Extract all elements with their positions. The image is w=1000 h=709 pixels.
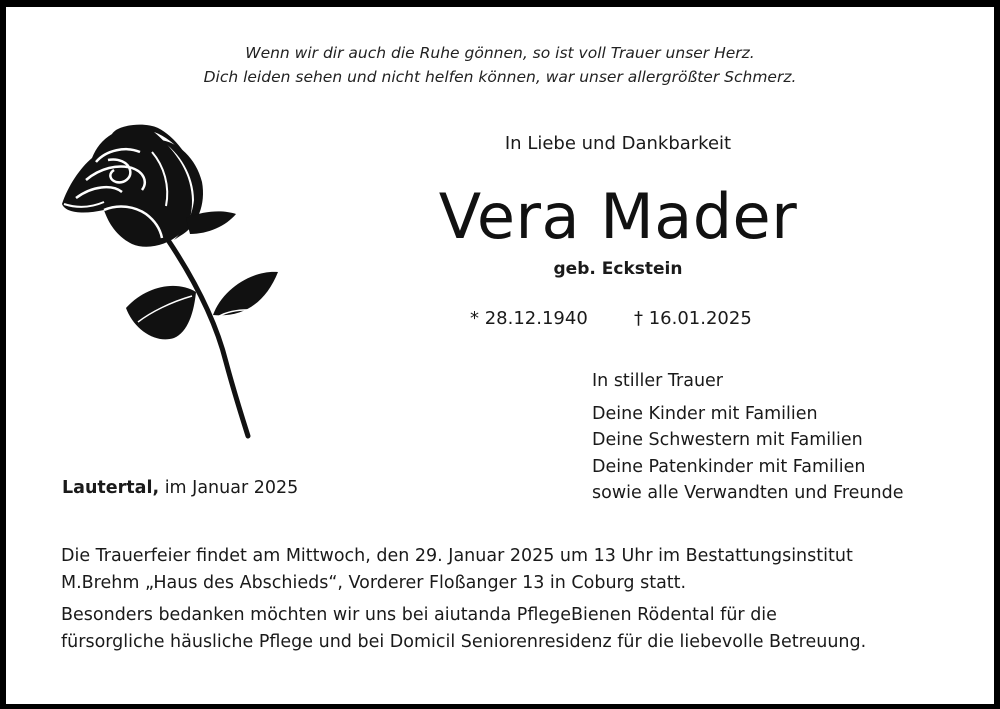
- mourners-heading: In stiller Trauer: [592, 371, 723, 391]
- footer-text: [61, 543, 961, 661]
- maiden-name: geb. Eckstein: [553, 259, 683, 279]
- mourner-line: Deine Kinder mit Familien: [592, 403, 818, 424]
- mourner-line: Deine Schwestern mit Familien: [592, 430, 863, 450]
- poem-line-2: Dich leiden sehen und nicht helfen können, war unser allergrößter Schmerz.: [203, 68, 797, 86]
- place-month: im Januar 2025: [164, 478, 299, 498]
- thanks-info: [61, 602, 961, 656]
- place-town: Lautertal,: [62, 478, 160, 498]
- service-line-1: Die Trauerfeier findet am Mittwoch, den 29. Januar 2025 um 13 Uhr im Bestattungsinstitut: [61, 546, 853, 566]
- thanks-line-1: Besonders bedanken möchten wir uns bei aiutanda PflegeBienen Rödental für die: [61, 605, 777, 625]
- mourners-block: [592, 368, 903, 507]
- service-line-2: M.Brehm „Haus des Abschieds“, Vorderer Floßanger 13 in Coburg statt.: [61, 573, 687, 593]
- mourner-line: sowie alle Verwandten und Freunde: [592, 483, 904, 503]
- place-date: [62, 478, 298, 498]
- mourner-line: Deine Patenkinder mit Familien: [592, 456, 866, 477]
- birth-date: * 28.12.1940: [470, 308, 588, 329]
- poem-line-1: Wenn wir dir auch die Ruhe gönnen, so ist voll Trauer unser Herz.: [245, 44, 755, 62]
- poem: [0, 41, 1000, 89]
- thanks-line-2: fürsorgliche häusliche Pflege und bei Domicil Seniorenresidenz für die liebevolle Betreuung.: [61, 632, 867, 652]
- deceased-name: Vera Mader: [438, 180, 798, 253]
- intro-text: In Liebe und Dankbarkeit: [504, 133, 732, 154]
- service-info: [61, 543, 961, 597]
- rose-icon: [56, 122, 284, 440]
- death-date: † 16.01.2025: [634, 308, 752, 329]
